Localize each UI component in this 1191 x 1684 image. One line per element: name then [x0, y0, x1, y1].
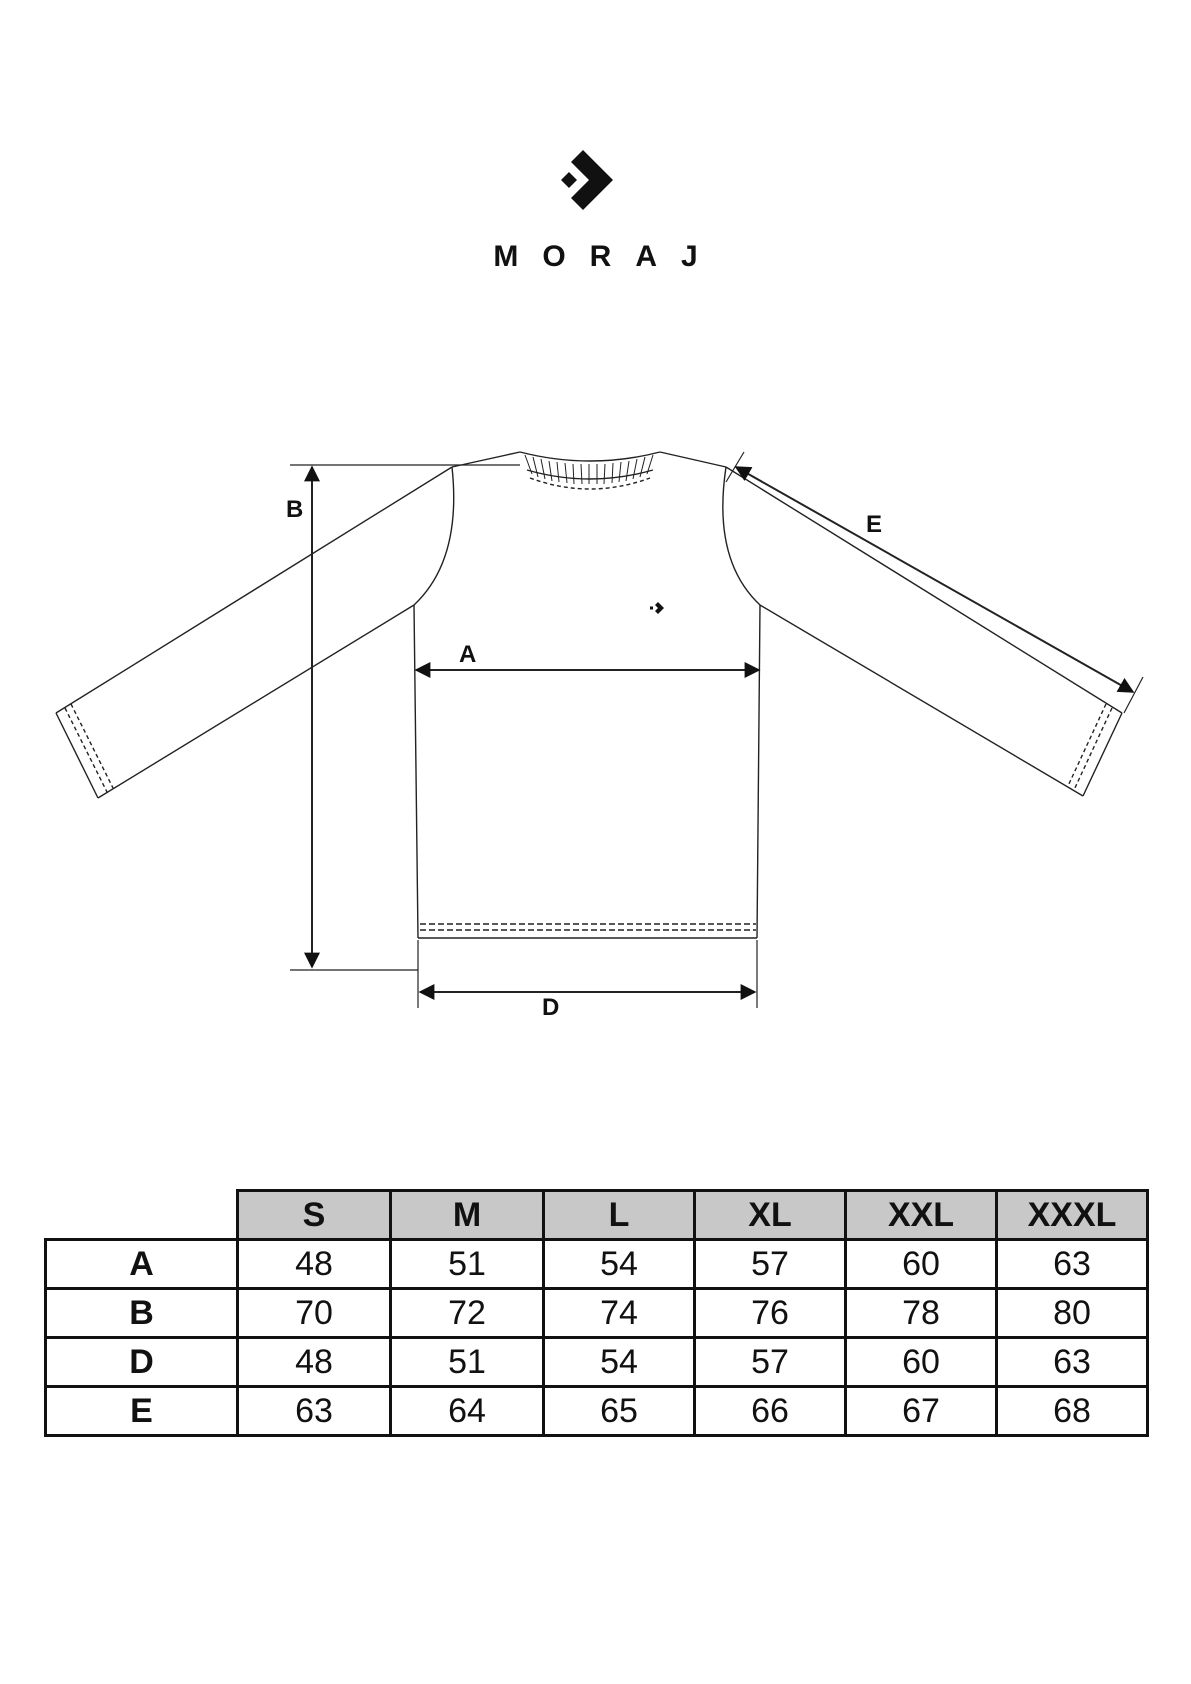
- table-cell: 63: [997, 1240, 1148, 1289]
- row-label: D: [46, 1338, 238, 1387]
- table-cell: 80: [997, 1289, 1148, 1338]
- size-header-cell: M: [391, 1191, 544, 1240]
- table-cell: 57: [695, 1338, 846, 1387]
- table-cell: 70: [238, 1289, 391, 1338]
- table-cell: 64: [391, 1387, 544, 1436]
- table-cell: 48: [238, 1338, 391, 1387]
- table-cell: 54: [544, 1338, 695, 1387]
- moraj-arrow-logo-icon: [561, 150, 631, 220]
- table-cell: 67: [846, 1387, 997, 1436]
- table-cell: 60: [846, 1338, 997, 1387]
- measure-label-d: D: [542, 994, 560, 1021]
- table-cell: 76: [695, 1289, 846, 1338]
- table-cell: 54: [544, 1240, 695, 1289]
- size-header-row: [46, 1191, 1148, 1240]
- size-chart-table: [44, 1189, 1149, 1437]
- sweater-measurement-diagram: [0, 430, 1191, 1030]
- table-row: [46, 1387, 1148, 1436]
- row-label: E: [46, 1387, 238, 1436]
- garment-outline: [56, 452, 1122, 938]
- table-row: [46, 1338, 1148, 1387]
- table-corner: [46, 1191, 238, 1240]
- table-cell: 60: [846, 1240, 997, 1289]
- table-cell: 78: [846, 1289, 997, 1338]
- measure-label-e: E: [866, 511, 883, 538]
- table-cell: 68: [997, 1387, 1148, 1436]
- size-header-cell: L: [544, 1191, 695, 1240]
- table-row: [46, 1240, 1148, 1289]
- table-cell: 48: [238, 1240, 391, 1289]
- row-label: A: [46, 1240, 238, 1289]
- measure-label-a: A: [459, 641, 477, 668]
- table-cell: 66: [695, 1387, 846, 1436]
- size-header-cell: S: [238, 1191, 391, 1240]
- table-cell: 63: [997, 1338, 1148, 1387]
- table-cell: 65: [544, 1387, 695, 1436]
- size-header-cell: XXL: [846, 1191, 997, 1240]
- table-cell: 63: [238, 1387, 391, 1436]
- size-header-cell: XL: [695, 1191, 846, 1240]
- row-label: B: [46, 1289, 238, 1338]
- table-cell: 57: [695, 1240, 846, 1289]
- table-cell: 51: [391, 1240, 544, 1289]
- table-row: [46, 1289, 1148, 1338]
- brand-wordmark: MORAJ: [493, 240, 722, 273]
- table-cell: 51: [391, 1338, 544, 1387]
- brand-logo: [0, 150, 1191, 274]
- measure-label-b: B: [286, 496, 304, 523]
- table-cell: 72: [391, 1289, 544, 1338]
- chest-logo-icon: [650, 602, 664, 614]
- size-header-cell: XXXL: [997, 1191, 1148, 1240]
- table-cell: 74: [544, 1289, 695, 1338]
